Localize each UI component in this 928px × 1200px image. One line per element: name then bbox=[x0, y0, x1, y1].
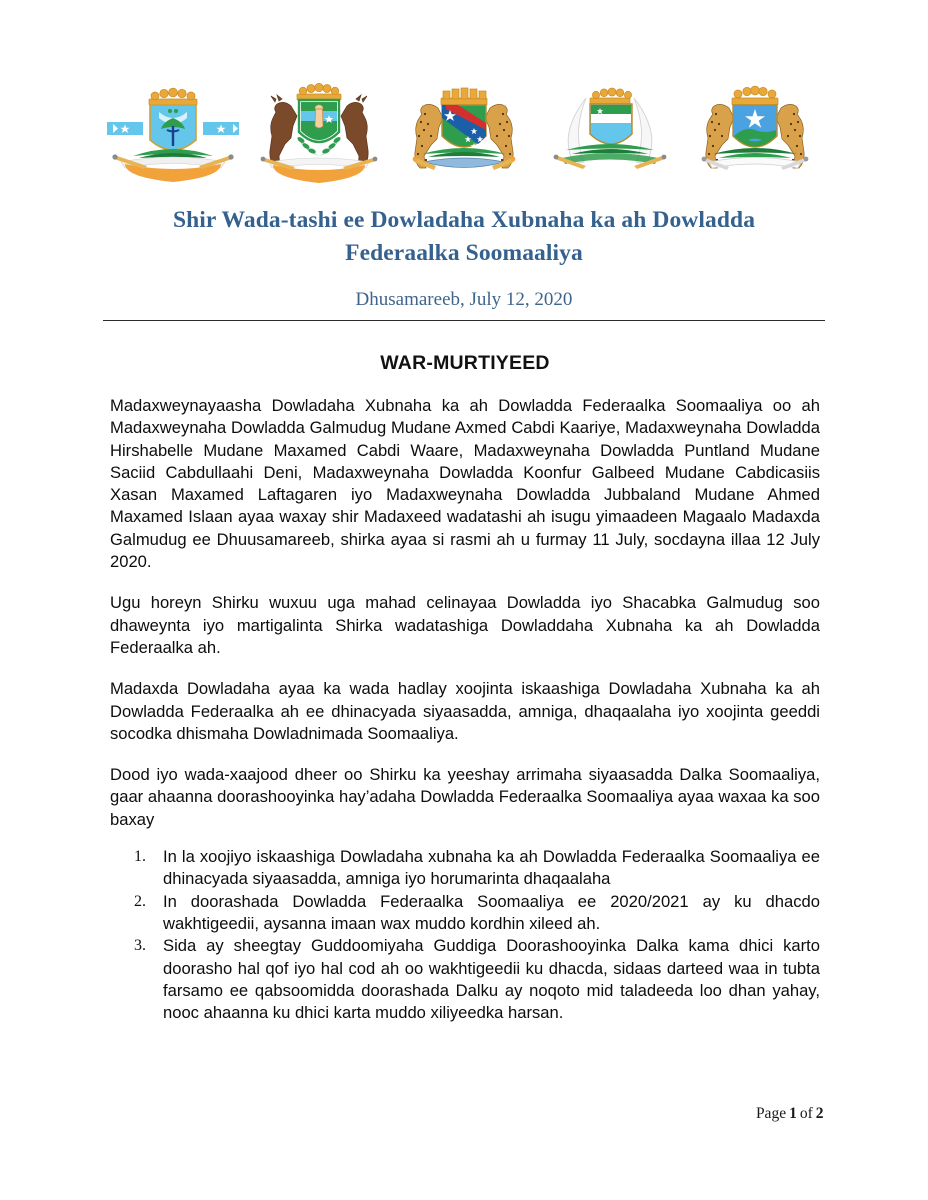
footer-page-word: Page bbox=[755, 1105, 787, 1122]
hirshabelle-coat-of-arms bbox=[249, 78, 389, 186]
document-title bbox=[103, 204, 825, 270]
page-footer bbox=[103, 1104, 825, 1124]
document-title-line-1: Shir Wada-tashi ee Dowladaha Xubnaha ka ah Dowladda bbox=[172, 207, 756, 233]
paragraph-3: Madaxda Dowladaha ayaa ka wada hadlay xoojinta iskaashiga Dowladaha Xubnaha ka ah Dowladda Federaalka ah ee dhinacyada siyaasadda, amniga, dhaqaalaha iyo xoojinta geeddi socodka dhismaha Dowladnimada Soomaaliya. bbox=[110, 679, 820, 743]
list-item: In la xoojiyo iskaashiga Dowladaha xubnaha ka ah Dowladda Federaalka Soomaaliya ee dhinacyada siyaasadda, amniga iyo horumarinta dhaqaalaha bbox=[163, 847, 820, 889]
page-title: WAR-MURTIYEED bbox=[380, 352, 550, 374]
document-date-location: Dhusamareeb, July 12, 2020 bbox=[355, 289, 573, 310]
header-divider bbox=[103, 320, 825, 321]
footer-of-word: of bbox=[799, 1105, 813, 1122]
paragraph-1: Madaxweynayaasha Dowladaha Xubnaha ka ah Dowladda Federaalka Soomaaliya oo ah Madaxweynaha Dowladda Galmudug Mudane Axmed Cabdi Kaariye, Madaxweynaha Dowladda Hirshabelle Mudane Maxamed Cabdi Waare, Madaxweynaha Dowladda Puntland Mudane Saciid Cabdullaahi Deni, Madaxweynaha Dowladda Koonfur Galbeed Mudane Cabdicasiis Xasan Maxamed Laftagaren iyo Madaxweynaha Dowladda Jubbaland Mudane Ahmed Maxamed Islaan ayaa waxay shir Madaxeed wadatashi ah isugu yimaadeen Magaalo Madaxda Galmudug ee Dhuusamareeb, shirka ayaa si rasmi ah u furmay 11 July, socdayna illaa 12 July 2020. bbox=[110, 396, 820, 572]
south-west-coat-of-arms bbox=[394, 78, 534, 186]
footer-total-pages: 2 bbox=[815, 1105, 824, 1122]
paragraph-2: Ugu horeyn Shirku wuxuu uga mahad celinayaa Dowladda iyo Shacabka Galmudug soo dhaweynta iyo martigalinta Shirka wadatashiga Dowladdaha Xubnaha ka ah Dowladda Federaalka ah. bbox=[110, 593, 820, 657]
galmudug-coat-of-arms bbox=[103, 78, 243, 186]
document-body bbox=[110, 351, 820, 1024]
resolutions-list bbox=[110, 846, 820, 1024]
paragraph-4: Dood iyo wada-xaajood dheer oo Shirku ka yeeshay arrimaha siyaasadda Dalka Soomaaliya, gaar ahaanna doorashooyinka hay’adaha Dowladda Federaalka Soomaaliya ayaa waxaa ka soo baxay bbox=[110, 765, 820, 829]
jubbaland-coat-of-arms bbox=[540, 78, 680, 186]
list-item: In doorashada Dowladda Federaalka Soomaaliya ee 2020/2021 ay ku dhacdo wakhtigeedii, aysanna imaan wax muddo kordhin xileed ah. bbox=[163, 891, 820, 933]
puntland-coat-of-arms bbox=[685, 78, 825, 186]
document-title-line-2: Federaalka Soomaaliya bbox=[345, 240, 583, 266]
coat-of-arms-strip bbox=[103, 78, 825, 186]
footer-current-page: 1 bbox=[789, 1105, 797, 1122]
list-item: Sida ay sheegtay Guddoomiyaha Guddiga Doorashooyinka Dalka kama dhici karto doorasho hal qof iyo hal cod ah oo wakhtigeedii ku dhacda, sidaas darteed waa in tubta farsamo ee qabsoomidda doorashada Dalku ay noqoto mid taladeeda loo dhan yahay, nooc ahaanna ku dhici karta muddo xiliyeedka harsan. bbox=[163, 936, 820, 1023]
